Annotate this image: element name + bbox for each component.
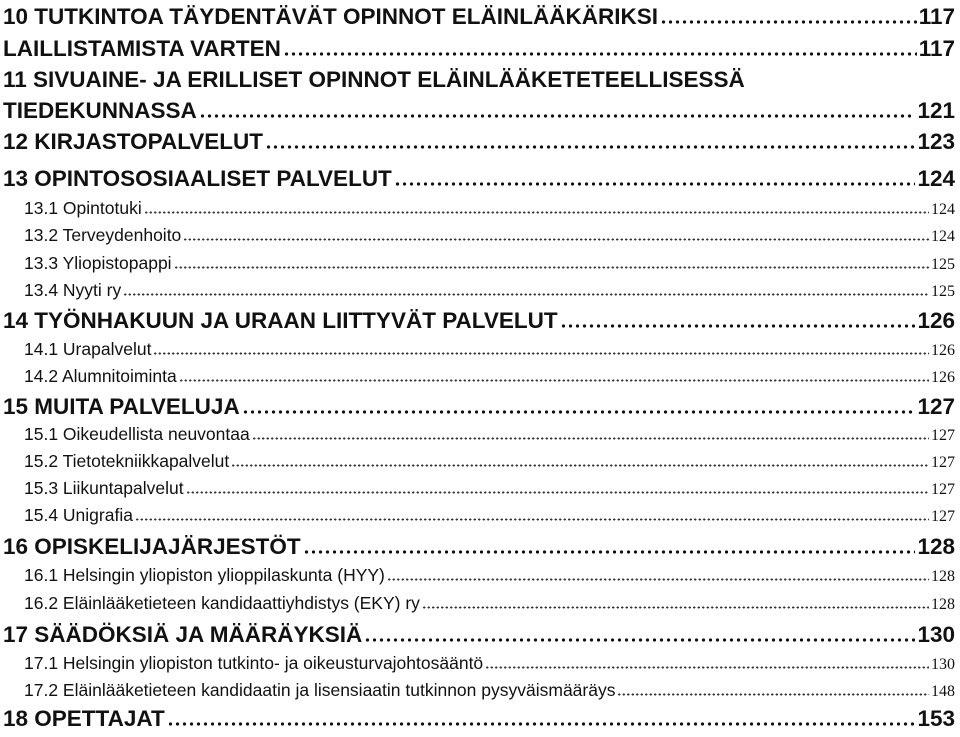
toc-page-number: 127	[931, 427, 955, 444]
toc-page-number: 153	[917, 706, 955, 731]
toc-page-number: 125	[931, 283, 955, 300]
toc-entry-15-3[interactable]	[0, 478, 960, 505]
toc-page-number: 130	[931, 656, 955, 673]
toc-page-number: 126	[931, 342, 955, 359]
toc-entry-title: 15 MUITA PALVELUJA	[3, 394, 240, 419]
toc-entry-title: 13 OPINTOSOSIAALISET PALVELUT	[3, 166, 392, 191]
toc-entry-title: 13.4 Nyyti ry	[24, 280, 122, 300]
toc-entry-14-2[interactable]	[0, 366, 960, 393]
toc-entry-chapter-12[interactable]	[0, 129, 960, 159]
dot-leader	[174, 266, 929, 269]
toc-entry-15-1[interactable]	[0, 424, 960, 451]
dot-leader	[252, 437, 929, 440]
toc-page-number: 124	[931, 228, 955, 245]
toc-entry-chapter-18[interactable]	[0, 706, 960, 736]
toc-page-number: 127	[931, 454, 955, 471]
toc-entry-15-2[interactable]	[0, 451, 960, 478]
toc-entry-13-2[interactable]	[0, 225, 960, 252]
dot-leader	[167, 722, 916, 726]
toc-page-number: 148	[931, 683, 955, 700]
dot-leader	[242, 410, 916, 414]
toc-page-number: 127	[931, 481, 955, 498]
toc-entry-13-3[interactable]	[0, 253, 960, 280]
dot-leader	[560, 324, 916, 328]
toc-entry-title: 11 SIVUAINE- JA ERILLISET OPINNOT ELÄINLÄÄKETETEELLISESSÄ	[3, 67, 745, 92]
toc-page-number: 123	[917, 129, 955, 154]
toc-entry-14-1[interactable]	[0, 339, 960, 366]
dot-leader	[303, 550, 916, 554]
dot-leader	[144, 211, 929, 214]
toc-entry-title: 14.1 Urapalvelut	[24, 339, 152, 359]
toc-entry-17-2[interactable]	[0, 680, 960, 707]
toc-entry-chapter-16[interactable]	[0, 534, 960, 564]
toc-entry-title: 12 KIRJASTOPALVELUT	[3, 129, 264, 154]
dot-leader	[364, 638, 915, 642]
toc-page-number: 121	[917, 98, 955, 123]
dot-leader	[186, 491, 929, 494]
toc-entry-title: TIEDEKUNNASSA	[3, 98, 197, 123]
toc-entry-title: 17 SÄÄDÖKSIÄ JA MÄÄRÄYKSIÄ	[3, 622, 363, 647]
dot-leader	[387, 578, 929, 581]
toc-page-number: 128	[931, 568, 955, 585]
dot-leader	[183, 238, 929, 241]
toc-page-number: 117	[918, 4, 955, 29]
toc-page-number: 127	[917, 394, 955, 419]
toc-page-number: 127	[931, 508, 955, 525]
toc-entry-title: 16.1 Helsingin yliopiston ylioppilaskunta (HYY)	[24, 565, 385, 585]
toc-entry-title: 15.2 Tietotekniikkapalvelut	[24, 451, 230, 471]
toc-entry-title: 15.3 Liikuntapalvelut	[24, 478, 184, 498]
dot-leader	[179, 379, 929, 382]
toc-entry-chapter-13[interactable]	[0, 166, 960, 196]
toc-entry-16-2[interactable]	[0, 593, 960, 620]
toc-entry-title: LAILLISTAMISTA VARTEN	[3, 36, 281, 61]
toc-entry-title: 15.4 Unigrafia	[24, 505, 133, 525]
toc-entry-title: 17.2 Eläinlääketieteen kandidaatin ja lisensiaatin tutkinnon pysyväismääräys	[24, 680, 616, 700]
toc-entry-title: 14.2 Alumnitoiminta	[24, 366, 177, 386]
toc-page-number: 124	[917, 166, 955, 191]
toc-entry-13-1[interactable]	[0, 198, 960, 225]
toc-entry-title: 15.1 Oikeudellista neuvontaa	[24, 424, 250, 444]
toc-page-number: 126	[931, 369, 955, 386]
toc-page-number: 117	[918, 36, 955, 61]
toc-entry-title: 16.2 Eläinlääketieteen kandidaattiyhdistys (EKY) ry	[24, 593, 420, 613]
dot-leader	[199, 114, 916, 118]
toc-entry-16-1[interactable]	[0, 565, 960, 592]
dot-leader	[135, 518, 929, 521]
toc-entry-17-1[interactable]	[0, 653, 960, 680]
toc-page-number: 126	[917, 308, 955, 333]
dot-leader	[283, 52, 917, 56]
dot-leader	[485, 666, 929, 669]
toc-page-number: 128	[917, 534, 955, 559]
toc-page-number: 124	[931, 201, 955, 218]
toc-entry-chapter-17[interactable]	[0, 622, 960, 652]
toc-entry-title: 18 OPETTAJAT	[3, 706, 165, 731]
dot-leader	[422, 606, 929, 609]
toc-page-number: 128	[931, 596, 955, 613]
dot-leader	[265, 145, 915, 149]
toc-entry-title: 16 OPISKELIJAJÄRJESTÖT	[3, 534, 301, 559]
toc-entry-title: 14 TYÖNHAKUUN JA URAAN LIITTYVÄT PALVELUT	[3, 308, 558, 333]
toc-entry-chapter-11[interactable]	[0, 67, 960, 97]
dot-leader	[123, 293, 929, 296]
toc-entry-title: 13.2 Terveydenhoito	[24, 225, 182, 245]
dot-leader	[231, 464, 929, 467]
dot-leader	[153, 352, 929, 355]
toc-entry-chapter-10-cont[interactable]	[0, 36, 960, 66]
toc-entry-title: 13.3 Yliopistopappi	[24, 253, 172, 273]
toc-entry-chapter-14[interactable]	[0, 308, 960, 338]
dot-leader	[617, 693, 929, 696]
toc-entry-13-4[interactable]	[0, 280, 960, 307]
toc-entry-title: 13.1 Opintotuki	[24, 198, 142, 218]
toc-entry-chapter-10[interactable]	[0, 4, 960, 34]
toc-page-number: 125	[931, 256, 955, 273]
toc-page-number: 130	[917, 622, 955, 647]
dot-leader	[660, 20, 917, 24]
dot-leader	[394, 182, 916, 186]
toc-entry-15-4[interactable]	[0, 505, 960, 532]
toc-entry-title: 10 TUTKINTOA TÄYDENTÄVÄT OPINNOT ELÄINLÄÄKÄRIKSI	[3, 4, 659, 29]
toc-entry-chapter-15[interactable]	[0, 394, 960, 424]
toc-entry-chapter-11-cont[interactable]	[0, 98, 960, 128]
toc-entry-title: 17.1 Helsingin yliopiston tutkinto- ja oikeusturvajohtosääntö	[24, 653, 484, 673]
